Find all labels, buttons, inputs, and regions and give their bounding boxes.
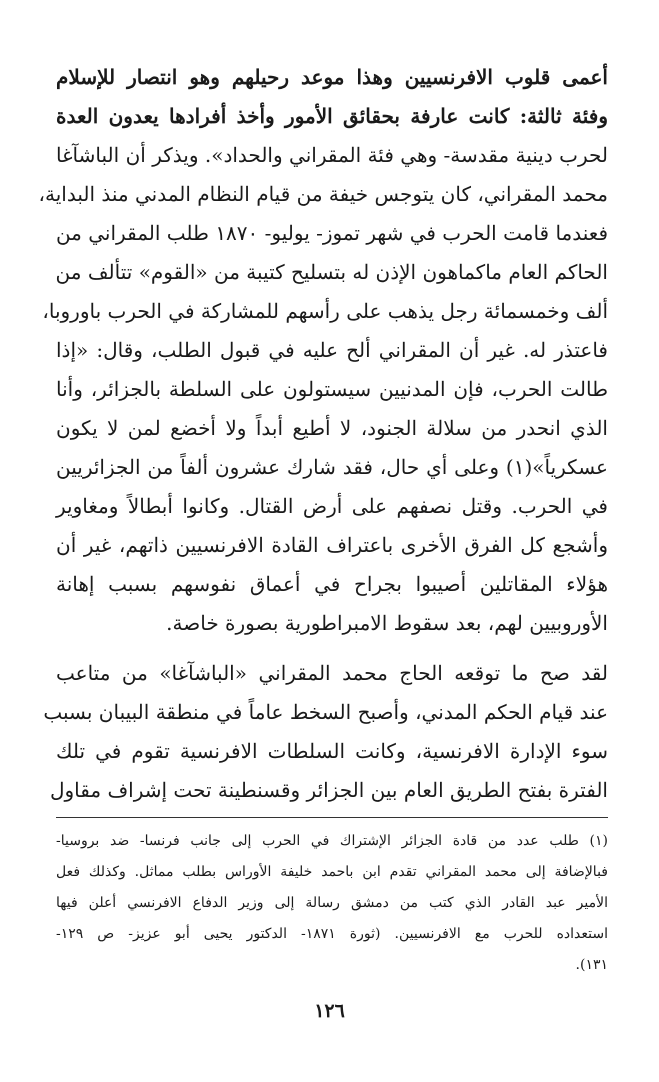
- text-line: الحاكم العام ماكماهون الإذن له بتسليح كتيبة من «القوم» تتألف من: [55, 260, 608, 284]
- body-text: [38, 58, 608, 810]
- text-line: الأوروبيين لهم، بعد سقوط الامبراطورية بصورة خاصة.: [166, 611, 608, 635]
- text-line: فاعتذر له. غير أن المقراني ألح عليه في قبول الطلب، وقال: «إذا: [56, 338, 608, 362]
- text-line: وفئة ثالثة: كانت عارفة بحقائق الأمور وأخذ أفرادها يعدون العدة: [56, 104, 608, 128]
- page-number: ١٢٦: [314, 1000, 345, 1022]
- text-line: أعمى قلوب الافرنسيين وهذا موعد رحيلهم وهو انتصار للإسلام: [56, 65, 608, 89]
- text-line: وأشجع كل الفرق الأخرى باعتراف القادة الافرنسيين ذاتهم، غير أن: [56, 533, 608, 557]
- text-line: الفترة بفتح الطريق العام بين الجزائر وقسنطينة تحت إشراف مقاول: [49, 778, 608, 802]
- text-line: عند قيام الحكم المدني، وأصبح السخط عاماً في منطقة البيبان بسبب: [43, 700, 608, 724]
- footnote-line: فبالإضافة إلى محمد المقراني تقدم ابن باحمد خليفة الأوراس بطلب مماثل. وكذلك فعل: [56, 864, 608, 880]
- text-line: لحرب دينية مقدسة- وهي فئة المقراني والحداد». ويذكر أن الباشآغا: [56, 143, 608, 167]
- footnote-line: استعداده للحرب مع الافرنسيين. (ثورة ١٨٧١- الدكتور يحيى أبو عزيز- ص ١٢٩-: [56, 926, 608, 942]
- text-line: في الحرب. وقتل نصفهم على أرض القتال. وكانوا أبطالاً ومغاوير: [56, 494, 608, 518]
- text-line: فعندما قامت الحرب في شهر تموز- يوليو- ١٨٧٠ طلب المقراني من: [55, 221, 608, 245]
- text-line: طالت الحرب، فإن المدنيين سيستولون على السلطة بالجزائر، وأنا: [56, 377, 608, 401]
- text-line: الذي انحدر من سلالة الجنود، لا أطيع أبداً ولا أخضع لمن لا يكون: [56, 416, 608, 440]
- text-line: محمد المقراني، كان يتوجس خيفة من قيام النظام المدني منذ البداية،: [38, 182, 608, 206]
- text-line: عسكرياً»(١) وعلى أي حال، فقد شارك عشرون ألفاً من الجزائريين: [56, 455, 608, 479]
- text-line: هؤلاء المقاتلين أصيبوا بجراح في أعماق نفوسهم بسبب إهانة: [56, 572, 608, 596]
- footnote-line: ١٣١).: [575, 957, 608, 973]
- text-line: سوء الإدارة الافرنسية، وكانت السلطات الافرنسية تقوم في تلك: [56, 739, 608, 763]
- footnote-line: (١) طلب عدد من قادة الجزائر الإشتراك في الحرب إلى جانب فرنسا- ضد بروسيا-: [56, 833, 608, 849]
- footnote: [56, 826, 608, 981]
- paragraph-1: [38, 58, 608, 643]
- paragraph-2: [43, 654, 608, 810]
- footnote-line: الأمير عبد القادر الذي كتب من دمشق رسالة إلى وزير الدفاع الافرنسي أعلن فيها: [56, 895, 608, 911]
- text-line: لقد صح ما توقعه الحاج محمد المقراني «الباشآغا» من متاعب: [56, 661, 608, 685]
- footnote-divider: [56, 817, 608, 818]
- text-line: ألف وخمسمائة رجل يذهب على رأسهم للمشاركة في الحرب باوروبا،: [42, 299, 608, 323]
